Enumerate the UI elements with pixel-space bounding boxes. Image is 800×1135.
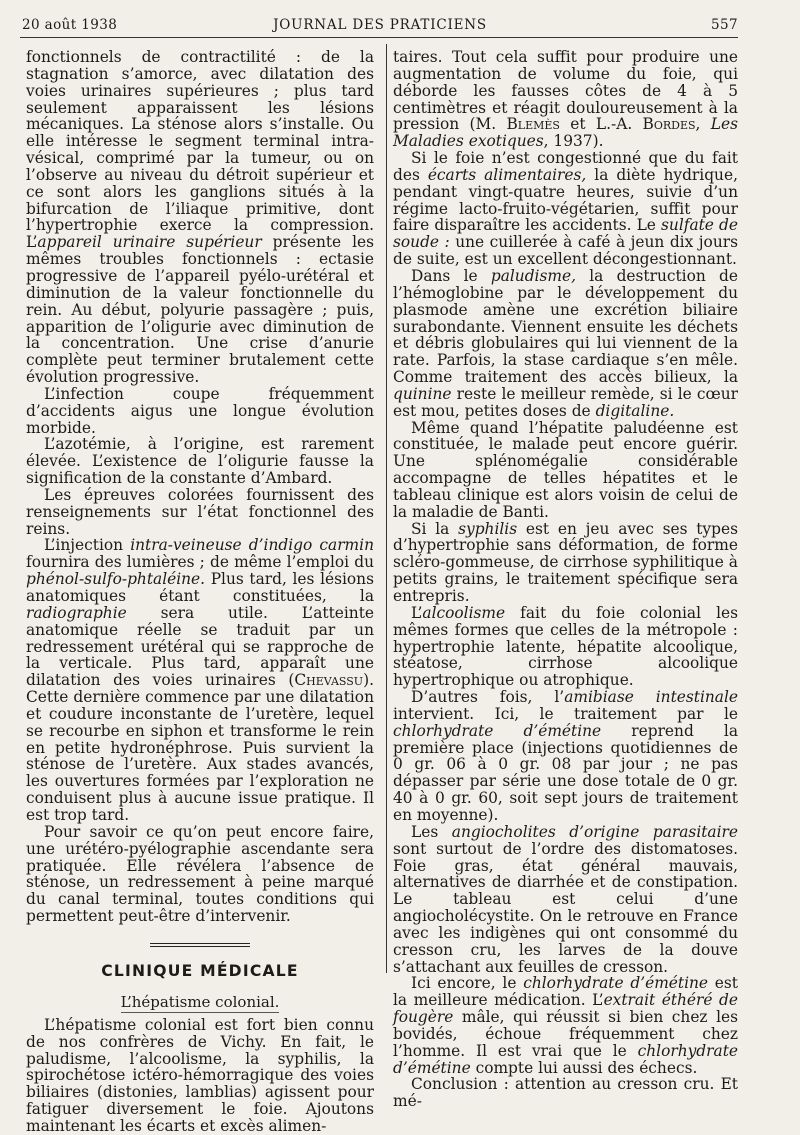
section-title: CLINIQUE MÉDICALE — [101, 961, 299, 980]
paragraph: Les angiocholites d’origine parasitaire sont surtout de l’ordre des distomatoses. Foie gras, état général mauvais, alternatives de diarrhée et de constipation. Le tableau est celui d’une angiocholécystite. On le retrouve en France avec les indigènes qui ont consommé du cresson cru, les larves de la douve s’attachant aux feuilles de cresson. — [393, 822, 738, 976]
paragraph: L’injection intra-veineuse d’indigo carmin fournira des lumières ; de même l’emploi du phénol-sulfo-phtaléine. Plus tard, les lésions anatomiques étant constituées, la radiographie sera utile. L’atteinte anatomique réelle se traduit par un redressement urétéral qui se rapproche de la verticale. Plus tard, apparaît une dilatation des voies urinaires (Chevassu). Cette dernière commence par une dilatation et coudure inconstante de l’uretère, lequel se recourbe en siphon et transforme le rein en petite hydronéphrose. Puis survient la sténose de l’uretère. Aux stades avancés, les ouvertures formées par l’exploration ne conduisent plus à aucune issue pratique. Il est trop tard. — [26, 536, 374, 824]
paragraph: Si le foie n’est congestionné que du fait des écarts alimentaires, la diète hydrique, pendant vingt-quatre heures, suivie d’un régime lacto-fruito-végétarien, suffit pour faire disparaître les accidents. Le sulfate de soude : une cuillerée à café à jeun dix jours de suite, est un excellent décongestionnant. — [393, 149, 738, 269]
paragraph: fonctionnels de contractilité : de la stagnation s’amorce, avec dilatation des voies urinaires supérieures ; plus tard seulement apparaissent les lésions mécaniques. La sténose alors s’installe. Ou elle intéresse le segment terminal intra-vésical, comprimé par la tumeur, ou on l’observe au niveau du détroit supérieur et ce sont alors les ganglions situés à la bifurcation de l’iliaque primitive, dont l’hypertrophie exerce la compression. L’appareil urinaire supérieur présente les mêmes troubles fonctionnels : ectasie progressive de l’appareil pyélo-urétéral et diminution de la valeur fonctionnelle du rein. Au début, polyurie passagère ; puis, apparition de l’oligurie avec diminution de la concentration. Une crise d’anurie complète peut terminer brutalement cette évolution progressive. — [26, 48, 374, 387]
section-separator — [150, 943, 250, 947]
paragraph: D’autres fois, l’amibiase intestinale intervient. Ici, le traitement par le chlorhydrate d’émétine reprend la première place (injections quotidiennes de 0 gr. 06 à 0 gr. 08 par jour ; ne pas dépasser par série une dose totale de 0 gr. 40 à 0 gr. 60, soit sept jours de traitement en moyenne). — [393, 688, 739, 824]
header-page-number: 557 — [711, 17, 738, 33]
paragraph: Dans le paludisme, la destruction de l’hémoglobine par le développement du plasmode amène une excrétion biliaire surabondante. Viennent ensuite les déchets et débris globulaires qui lui viennent de la rate. Parfois, la stase cardiaque s’en mêle. Comme traitement des accès bilieux, la quinine reste le meilleur remède, si le cœur est mou, petites doses de digitaline. — [393, 266, 738, 420]
paragraph: L’infection coupe fréquemment d’accidents aigus une longue évolution morbide. — [26, 384, 374, 437]
header-date: 20 août 1938 — [22, 17, 118, 33]
paragraph: L’hépatisme colonial est fort bien connu de nos confrères de Vichy. En fait, le paludisme, l’alcoolisme, la syphilis, la spirochétose ictéro-hémorragique des voies biliaires (distonies, lamblias) agissent pour fatiguer diversement le foie. Ajoutons maintenant les écarts et excès alimen- — [26, 1015, 374, 1135]
left-column — [26, 49, 374, 1135]
header-journal-title: JOURNAL DES PRATICIENS — [273, 17, 487, 33]
right-column — [393, 49, 738, 1110]
paragraph: Si la syphilis est en jeu avec ses types d’hypertrophie sans déformation, de forme scléro-gommeuse, de cirrhose syphilitique à petits grains, le traitement spécifique sera entrepris. — [393, 519, 738, 605]
paragraph: taires. Tout cela suffit pour produire une augmentation de volume du foie, qui déborde les fausses côtes de 4 à 5 centimètres et réagit douloureusement à la pression (M. Blemès et L.-A. Bordes, Les Maladies exotiques, 1937). — [393, 48, 738, 151]
article-title: L’hépatisme colonial. — [120, 992, 280, 1011]
paragraph: L’azotémie, à l’origine, est rarement élevée. L’existence de l’oligurie fausse la signification de la constante d’Ambard. — [26, 435, 374, 488]
paragraph: L’alcoolisme fait du foie colonial les mêmes formes que celles de la métropole : hypertrophie latente, hépatite alcoolique, stéatose, cirrhose alcoolique hypertrophique ou atrophique. — [393, 603, 738, 690]
paragraph: Conclusion : attention au cresson cru. Et mé- — [393, 1075, 738, 1111]
running-header — [22, 15, 738, 35]
paragraph: Pour savoir ce qu’on peut encore faire, une urétéro-pyélographie ascendante sera pratiquée. Elle révélera l’absence de sténose, un redressement à peine marqué du canal terminal, toutes conditions qui permettent peut-être d’intervenir. — [26, 822, 374, 926]
paragraph: Même quand l’hépatite paludéenne est constituée, le malade peut encore guérir. Une splénomégalie considérable accompagne de telles hépatites et le tableau clinique est alors voisin de celui de la maladie de Banti. — [393, 418, 738, 521]
paragraph: Ici encore, le chlorhydrate d’émétine est la meilleure médication. L’extrait éthéré de fougère mâle, qui réussit si bien chez les bovidés, échoue fréquemment chez l’homme. Il est vrai que le chlorhydrate d’émétine compte lui aussi des échecs. — [393, 974, 738, 1077]
paragraph: Les épreuves colorées fournissent des renseignements sur l’état fonctionnel des reins. — [26, 485, 374, 538]
column-divider — [386, 44, 387, 973]
header-rule — [20, 37, 738, 38]
